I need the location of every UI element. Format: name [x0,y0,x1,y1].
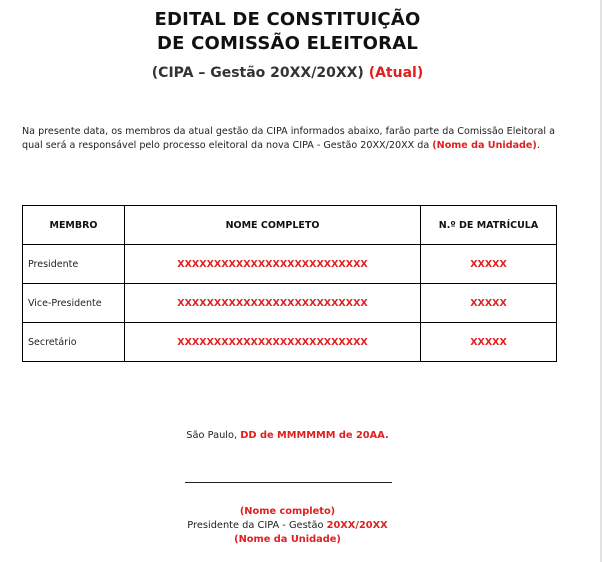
members-table [22,205,557,362]
intro-unit-placeholder: (Nome da Unidade) [432,139,537,151]
document-title-line-1: EDITAL DE CONSTITUIÇÃO [154,9,421,30]
member-name: XXXXXXXXXXXXXXXXXXXXXXXXXX [125,323,421,362]
intro-text: Na presente data, os membros da atual gestão da CIPA informados abaixo, farão parte da Comissão Eleitoral a qual será a responsável pelo processo eleitoral da nova CIPA - Gestão 20XX/20XX da [22,126,555,151]
member-role: Secretário [23,323,125,362]
member-registration: XXXXX [421,323,557,362]
member-registration: XXXXX [421,284,557,323]
signature-role: Presidente da CIPA - Gestão [187,520,327,531]
member-role: Presidente [23,245,125,284]
header-full-name: NOME COMPLETO [125,206,421,245]
member-name: XXXXXXXXXXXXXXXXXXXXXXXXXX [125,284,421,323]
date-placeholder: DD de MMMMMM de 20AA. [240,430,389,441]
header-registration: N.º DE MATRÍCULA [421,206,557,245]
document-subtitle [0,65,575,81]
signature-name: (Nome completo) [239,506,336,517]
member-name: XXXXXXXXXXXXXXXXXXXXXXXXXX [125,245,421,284]
table-row [23,284,557,323]
signature-role-line [0,520,575,531]
intro-end: . [536,139,540,151]
subtitle-current-tag: (Atual) [368,65,424,81]
signature-unit: (Nome da Unidade) [234,534,341,545]
intro-paragraph [22,125,555,152]
place-text: São Paulo, [186,430,241,441]
table-row [23,323,557,362]
member-registration: XXXXX [421,245,557,284]
member-role: Vice-Presidente [23,284,125,323]
document-title-line-2: DE COMISSÃO ELEITORAL [156,33,419,54]
subtitle-term: (CIPA – Gestão 20XX/20XX) [151,65,364,81]
place-date-line [0,430,575,441]
signature-term: 20XX/20XX [326,520,388,531]
table-header-row [23,206,557,245]
table-row [23,245,557,284]
header-member: MEMBRO [23,206,125,245]
signature-line [185,482,392,484]
